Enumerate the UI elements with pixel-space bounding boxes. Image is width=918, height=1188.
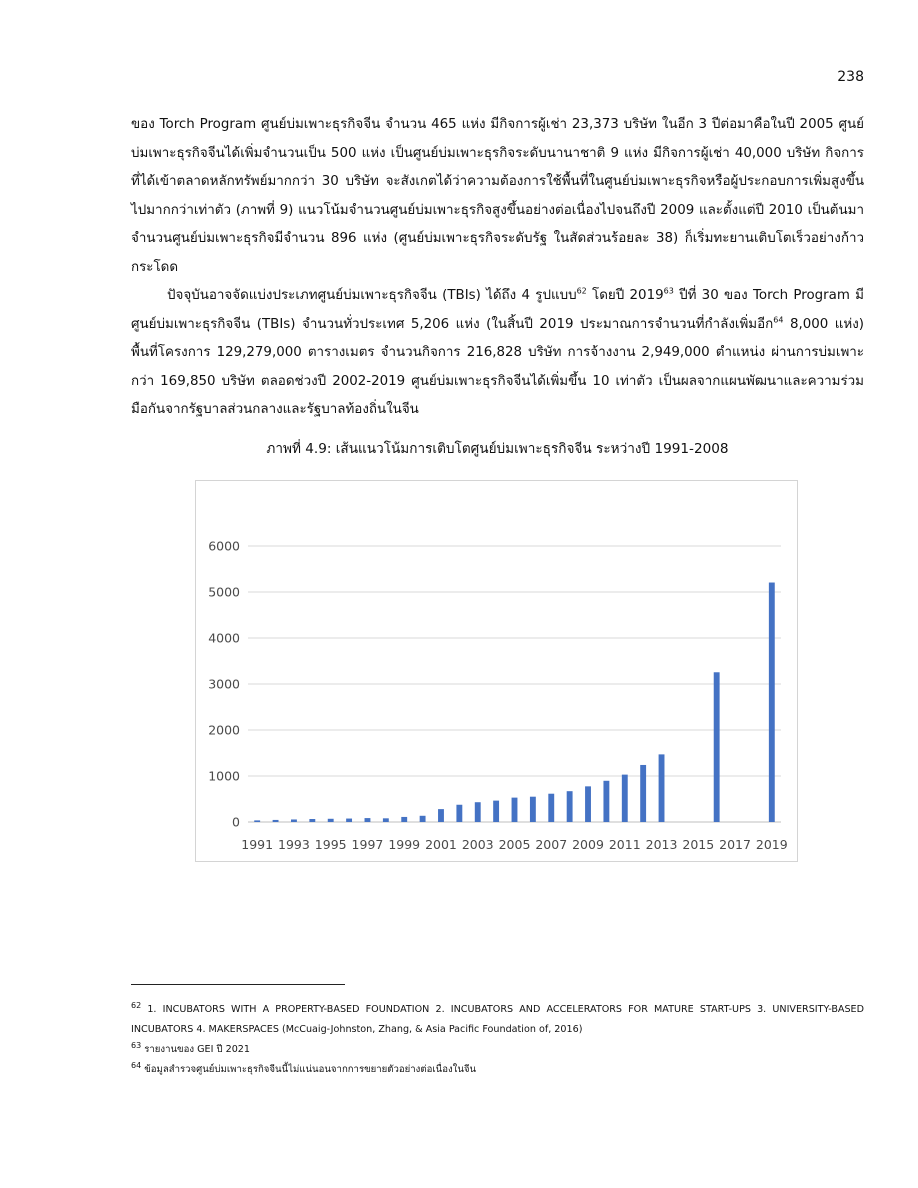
x-tick-label: 1995: [314, 837, 347, 852]
bar-2003: [475, 802, 481, 822]
footnote-number: 64: [131, 1060, 142, 1070]
bar-2006: [530, 797, 536, 822]
footnote-number: 62: [131, 1000, 142, 1010]
y-tick-label: 3000: [208, 676, 240, 692]
x-tick-label: 2015: [682, 837, 715, 852]
x-tick-label: 2001: [425, 837, 457, 852]
bar-1995: [328, 819, 334, 822]
bar-2012: [640, 765, 646, 822]
footnote-ref-62[interactable]: 62: [576, 286, 587, 296]
bar-2013: [659, 754, 665, 822]
y-tick-label: 0: [232, 814, 240, 830]
x-tick-label: 2009: [572, 837, 604, 852]
paragraph-2-part-1: ปัจจุบันอาจจัดแบ่งประเภทศูนย์บ่มเพาะธุรกิจจีน (TBIs) ได้ถึง 4 รูปแบบ: [167, 288, 577, 303]
x-tick-label: 2011: [608, 837, 641, 852]
footnote-number: 63: [131, 1040, 142, 1050]
x-tick-label: 2005: [498, 837, 531, 852]
bar-2002: [456, 805, 462, 822]
footnote-text: ข้อมูลสำรวจศูนย์บ่มเพาะธุรกิจจีนนี้ไม่แน่นอนจากการขยายตัวอย่างต่อเนื่องในจีน: [141, 1064, 477, 1075]
paragraph-2: [131, 282, 864, 425]
x-tick-label: 1993: [278, 837, 310, 852]
bar-1996: [346, 819, 352, 822]
footnotes: [131, 1000, 864, 1080]
page-number: 238: [837, 69, 864, 85]
bar-2019: [769, 583, 775, 822]
footnote-text: 1. INCUBATORS WITH A PROPERTY-BASED FOUNDATION 2. INCUBATORS AND ACCELERATORS FOR MATURE START-UPS 3. UNIVERSITY-BASED INCUBATORS 4. MAKERSPACES (McCuaig-Johnston, Zhang, & Asia Pacific Foundation of, 2016): [131, 1004, 864, 1035]
x-tick-label: 1991: [241, 837, 274, 852]
footnote-63: [131, 1040, 864, 1060]
bar-1997: [365, 818, 371, 822]
bar-2004: [493, 801, 499, 822]
x-tick-label: 2003: [461, 837, 494, 852]
footnote-64: [131, 1060, 864, 1080]
bar-2007: [548, 794, 554, 822]
x-tick-label: 2013: [645, 837, 678, 852]
bar-1992: [273, 820, 279, 822]
bar-1991: [254, 820, 260, 822]
paragraph-1: ของ Torch Program ศูนย์บ่มเพาะธุรกิจจีน จำนวน 465 แห่ง มีกิจการผู้เช่า 23,373 บริษัท ในอีก 3 ปีต่อมาคือในปี 2005 ศูนย์บ่มเพาะธุรกิจจีนได้เพิ่มจำนวนเป็น 500 แห่ง เป็นศูนย์บ่มเพาะธุรกิจระดับนานาชาติ 9 แห่ง มีกิจการผู้เช่า 40,000 บริษัท กิจการที่ได้เข้าตลาดหลักทรัพย์มากกว่า 30 บริษัท จะสังเกตได้ว่าความต้องการใช้พื้นที่ในศูนย์บ่มเพาะธุรกิจหรือผู้ประกอบการเพิ่มสูงขึ้นไปมากกว่าเท่าตัว (ภาพที่ 9) แนวโน้มจำนวนศูนย์บ่มเพาะธุรกิจสูงขึ้นอย่างต่อเนื่องไปจนถึงปี 2009 และตั้งแต่ปี 2010 เป็นต้นมา จำนวนศูนย์บ่มเพาะธุรกิจมีจำนวน 896 แห่ง (ศูนย์บ่มเพาะธุรกิจระดับรัฐ ในสัดส่วนร้อยละ 38) ก็เริ่มทะยานเติบโตเร็วอย่างก้าวกระโดด: [131, 117, 864, 275]
paragraph-2-part-2: โดยปี 2019: [586, 288, 664, 303]
bar-2005: [512, 798, 518, 822]
x-tick-label: 2019: [755, 837, 788, 852]
bar-2008: [567, 791, 573, 822]
y-tick-label: 1000: [208, 768, 240, 784]
y-tick-label: 4000: [208, 630, 240, 646]
bar-2010: [603, 781, 609, 822]
bar-2000: [420, 816, 426, 822]
bar-1993: [291, 819, 297, 822]
bar-2001: [438, 809, 444, 822]
bar-1994: [309, 819, 315, 822]
x-tick-label: 2017: [719, 837, 751, 852]
x-tick-label: 1997: [351, 837, 384, 852]
paragraph-2-part-4: 8,000 แห่ง) พื้นที่โครงการ 129,279,000 ตารางเมตร จำนวนกิจการ 216,828 บริษัท การจ้างงาน 2,949,000 ตำแหน่ง ผ่านการบ่มเพาะกว่า 169,850 บริษัท ตลอดช่วงปี 2002-2019 ศูนย์บ่มเพาะธุรกิจจีนได้เพิ่มขึ้น 10 เท่าตัว เป็นผลจากแผนพัฒนาและความร่วมมือกันจากรัฐบาลส่วนกลางและรัฐบาลท้องถิ่นในจีน: [131, 316, 864, 417]
y-tick-label: 2000: [208, 722, 240, 738]
footnote-ref-64[interactable]: 64: [773, 315, 784, 325]
footnote-62: [131, 1000, 864, 1040]
bar-1998: [383, 818, 389, 822]
y-tick-label: 5000: [208, 584, 240, 600]
bar-1999: [401, 817, 407, 822]
footnote-ref-63[interactable]: 63: [663, 286, 674, 296]
body-text: [131, 111, 864, 425]
bar-2009: [585, 786, 591, 822]
x-tick-label: 2007: [535, 837, 568, 852]
bar-chart: [196, 481, 797, 861]
bar-2016: [714, 672, 720, 822]
x-tick-label: 1999: [388, 837, 421, 852]
paragraph-2-part-3: ปีที่ 30 ของ Torch Program มีศูนย์บ่มเพาะธุรกิจจีน (TBIs) จำนวนทั่วประเทศ 5,206 แห่ง (ในสิ้นปี 2019 ประมาณการจำนวนที่กำลังเพิ่มอีก: [131, 288, 865, 332]
bar-2011: [622, 775, 628, 822]
figure-caption: ภาพที่ 4.9: เส้นแนวโน้มการเติบโตศูนย์บ่มเพาะธุรกิจจีน ระหว่างปี 1991-2008: [266, 441, 729, 457]
chart-frame: [195, 480, 798, 862]
y-tick-label: 6000: [208, 538, 240, 554]
footnote-divider: [131, 984, 345, 985]
footnote-text: รายงานของ GEI ปี 2021: [141, 1044, 251, 1055]
